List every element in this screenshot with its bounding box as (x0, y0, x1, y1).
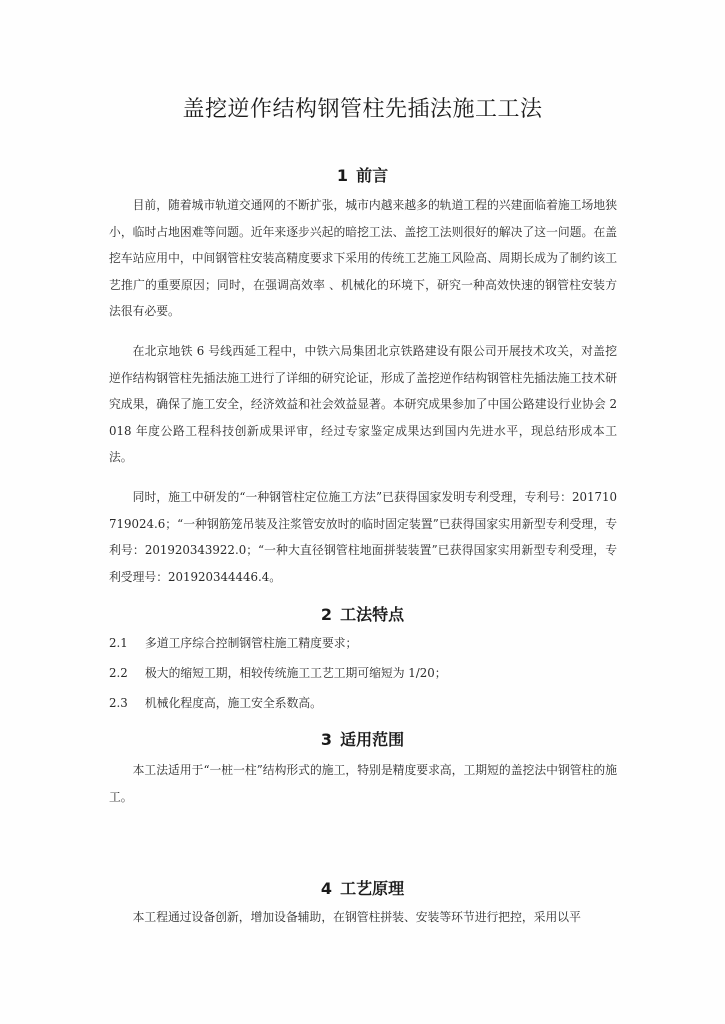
section-title: 工法特点 (340, 605, 405, 624)
paragraph: 本工法适用于“一桩一柱”结构形式的施工，特别是精度要求高，工期短的盖挖法中钢管柱的施工。 (109, 763, 617, 804)
list-item-number: 2.1 (109, 636, 128, 650)
section-heading-4 (0, 876, 725, 899)
section-number: 3 (320, 730, 333, 749)
list-item (109, 693, 617, 713)
list-item-text: 机械化程度高，施工安全系数高。 (145, 696, 322, 710)
document-title: 盖挖逆作结构钢管柱先插法施工工法 (182, 97, 543, 122)
paragraph: 在北京地铁 6 号线西延工程中，中铁六局集团北京铁路建设有限公司开展技术攻关，对盖挖逆作结构钢管柱先插法施工进行了详细的研究论证，形成了盖挖逆作结构钢管柱先插法施工技术研究成果，确保了施工安全，经济效益和社会效益显著。本研究成果参加了中国公路建设行业协会 2018 年度公路工程科技创新成果评审，经过专家鉴定成果达到国内先进水平，现总结形成本工法。 (109, 344, 617, 464)
list-item (109, 663, 617, 683)
list-item-text: 极大的缩短工期，相较传统施工工艺工期可缩短为 1/20； (145, 666, 447, 680)
list-item-number: 2.3 (109, 696, 128, 710)
paragraph: 本工程通过设备创新，增加设备辅助，在钢管柱拼装、安装等环节进行把控，采用以平 (132, 910, 581, 924)
section-number: 1 (336, 166, 349, 185)
section-number: 4 (320, 879, 333, 898)
section-number: 2 (320, 605, 333, 624)
list-item (109, 633, 617, 653)
section-heading-3 (0, 727, 725, 750)
section-heading-1 (0, 163, 725, 186)
paragraph: 目前，随着城市轨道交通网的不断扩张，城市内越来越多的轨道工程的兴建面临着施工场地狭小，临时占地困难等问题。近年来逐步兴起的暗挖工法、盖挖工法则很好的解决了这一问题。在盖挖车站应用中，中间钢管柱安装高精度要求下采用的传统工艺施工风险高、周期长成为了制约该工艺推广的重要原因；同时，在强调高效率 、机械化的环境下，研究一种高效快速的钢管柱安装方法很有必要。 (109, 198, 617, 318)
section-title: 适用范围 (340, 730, 405, 749)
list-item-number: 2.2 (109, 666, 128, 680)
section-title: 工艺原理 (340, 879, 405, 898)
list-item-text: 多道工序综合控制钢管柱施工精度要求； (145, 636, 358, 650)
section-title: 前言 (356, 166, 389, 185)
paragraph: 同时，施工中研发的“一种钢管柱定位施工方法”已获得国家发明专利受理，专利号：201710719024.6；“一种钢筋笼吊装及注浆管安放时的临时固定装置”已获得国家实用新型专利受理，专利号：201920343922.0；“一种大直径钢管柱地面拼装装置”已获得国家实用新型专利受理，专利受理号：201920344446.4。 (109, 490, 617, 584)
section-heading-2 (0, 602, 725, 625)
